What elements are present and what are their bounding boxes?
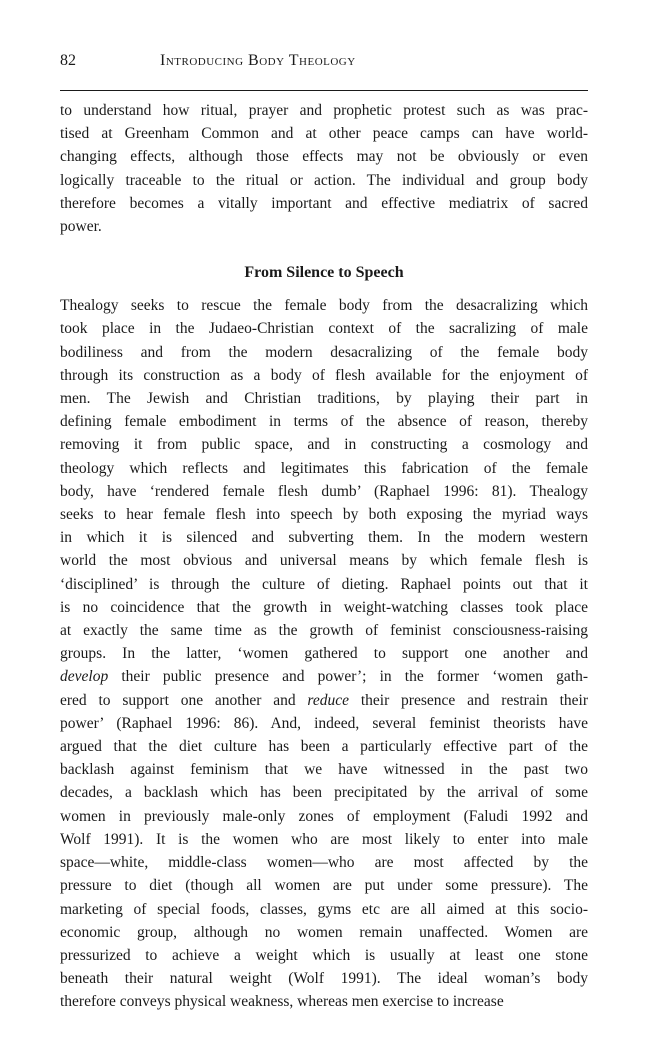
text-line: power’ (Raphael 1996: 86). And, indeed, several feminist theorists have — [60, 714, 588, 732]
text-line: Thealogy seeks to rescue the female body from the desacralizing which — [60, 297, 588, 315]
text-line: therefore becomes a vitally important and effective mediatrix of sacred — [60, 194, 588, 212]
text-line: backlash against feminism that we have witnessed in the past two — [60, 761, 588, 779]
text-line: ‘disciplined’ is through the culture of dieting. Raphael points out that it — [60, 575, 588, 593]
page-number: 82 — [60, 52, 76, 69]
text-line: world the most obvious and universal means by which female flesh is — [60, 552, 588, 570]
text-line: tised at Greenham Common and at other peace camps can have world- — [60, 125, 588, 143]
text-line: body, have ‘rendered female flesh dumb’ (Raphael 1996: 81). Thealogy — [60, 482, 588, 500]
book-page — [60, 52, 588, 1014]
text-line: power. — [60, 218, 102, 236]
text-line: argued that the diet culture has been a particularly effective part of the — [60, 738, 588, 756]
text-line: changing effects, although those effects may not be obviously or even — [60, 148, 588, 166]
text-line: through its construction as a body of flesh available for the enjoyment of — [60, 366, 588, 384]
text-line: therefore conveys physical weakness, whereas men exercise to increase — [60, 993, 504, 1011]
text-line: women in previously male-only zones of employment (Faludi 1992 and — [60, 807, 588, 825]
text-line: marketing of special foods, classes, gyms etc are all aimed at this socio- — [60, 900, 588, 918]
section-heading: From Silence to Speech — [244, 264, 404, 282]
emphasis-word: reduce — [307, 691, 349, 709]
main-paragraph — [60, 294, 588, 1013]
text-line: decades, a backlash which has been precipitated by the arrival of some — [60, 784, 588, 802]
text-line: economic group, although no women remain unaffected. Women are — [60, 923, 588, 941]
text-line: bodiliness and from the modern desacralizing of the female body — [60, 343, 588, 361]
emphasis-word: develop — [60, 668, 109, 686]
text-line: men. The Jewish and Christian traditions, by playing their part in — [60, 390, 588, 408]
text-line: space—white, middle-class women—who are most affected by the — [60, 854, 588, 872]
text-line: groups. In the latter, ‘women gathered to support one another and — [60, 645, 588, 663]
text-line: defining female embodiment in terms of the absence of reason, thereby — [60, 413, 588, 431]
text-line: seeks to hear female flesh into speech by both exposing the myriad ways — [60, 506, 588, 524]
intro-paragraph — [60, 99, 588, 238]
text-line: logically traceable to the ritual or action. The individual and group body — [60, 171, 588, 189]
text-line: Wolf 1991). It is the women who are most likely to enter into male — [60, 830, 588, 848]
text-line: beneath their natural weight (Wolf 1991). The ideal woman’s body — [60, 970, 588, 988]
running-title: Introducing Body Theology — [160, 52, 356, 69]
text-line: to understand how ritual, prayer and prophetic protest such as was prac- — [60, 102, 588, 119]
text-line: in which it is silenced and subverting them. In the modern western — [60, 529, 588, 547]
text-line: develop their public presence and power’; in the former ‘women gath- — [60, 668, 588, 686]
text-line: removing it from public space, and in constructing a cosmology and — [60, 436, 588, 454]
text-line: took place in the Judaeo-Christian context of the sacralizing of male — [60, 320, 588, 338]
text-line: pressure to diet (though all women are put under some pressure). The — [60, 877, 588, 895]
text-line: at exactly the same time as the growth of feminist consciousness-raising — [60, 622, 588, 640]
text-line: is no coincidence that the growth in weight-watching classes took place — [60, 598, 588, 616]
running-header — [60, 52, 588, 76]
text-line: ered to support one another and reduce their presence and restrain their — [60, 691, 588, 709]
text-line: theology which reflects and legitimates this fabrication of the female — [60, 459, 588, 477]
header-rule — [60, 90, 588, 91]
text-line: pressurized to achieve a weight which is usually at least one stone — [60, 946, 588, 964]
